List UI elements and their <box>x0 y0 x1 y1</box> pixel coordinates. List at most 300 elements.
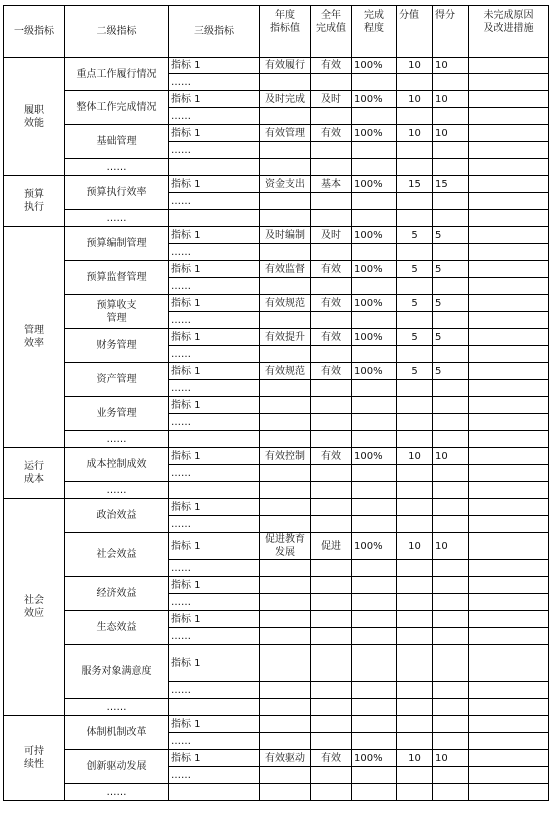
completion-cell <box>352 108 397 125</box>
reason-cell <box>469 329 549 346</box>
level3-cell: …… <box>169 278 260 295</box>
completion-cell <box>352 482 397 499</box>
reason-cell <box>469 142 549 159</box>
level3-cell: …… <box>169 733 260 750</box>
annual-completed-cell <box>311 682 352 699</box>
completion-cell <box>352 465 397 482</box>
annual-target-cell <box>260 733 311 750</box>
score-value-cell <box>397 414 433 431</box>
annual-completed-cell <box>311 159 352 176</box>
score-value-cell: 10 <box>397 750 433 767</box>
score-value-cell: 10 <box>397 58 433 74</box>
annual-completed-cell <box>311 784 352 801</box>
level2-indicator: 基础管理 <box>65 125 169 159</box>
score-earned-cell <box>433 244 469 261</box>
annual-target-cell: 有效履行 <box>260 58 311 74</box>
reason-cell <box>469 261 549 278</box>
reason-cell <box>469 244 549 261</box>
score-value-cell: 5 <box>397 227 433 244</box>
score-earned-cell <box>433 611 469 628</box>
level3-cell: …… <box>169 682 260 699</box>
score-earned-cell <box>433 431 469 448</box>
completion-cell <box>352 244 397 261</box>
completion-cell: 100% <box>352 295 397 312</box>
level2-indicator: 预算收支 管理 <box>65 295 169 329</box>
level3-cell: …… <box>169 465 260 482</box>
table-row <box>4 499 549 516</box>
level2-indicator: 服务对象满意度 <box>65 645 169 699</box>
header-level2: 二级指标 <box>65 6 169 58</box>
level2-indicator: …… <box>65 210 169 227</box>
annual-target-cell <box>260 465 311 482</box>
annual-completed-cell <box>311 716 352 733</box>
reason-cell <box>469 699 549 716</box>
completion-cell <box>352 594 397 611</box>
level2-indicator: …… <box>65 482 169 499</box>
level3-cell: 指标 1 <box>169 125 260 142</box>
annual-completed-cell <box>311 210 352 227</box>
reason-cell <box>469 176 549 193</box>
score-earned-cell <box>433 733 469 750</box>
annual-target-cell <box>260 278 311 295</box>
score-earned-cell: 10 <box>433 58 469 74</box>
reason-cell <box>469 482 549 499</box>
header-completion-degree: 完成 程度 <box>352 6 397 58</box>
score-value-cell: 10 <box>397 533 433 560</box>
completion-cell: 100% <box>352 448 397 465</box>
completion-cell: 100% <box>352 261 397 278</box>
annual-completed-cell <box>311 108 352 125</box>
table-row <box>4 329 549 346</box>
completion-cell <box>352 784 397 801</box>
level3-cell <box>169 784 260 801</box>
score-value-cell: 10 <box>397 448 433 465</box>
level3-cell: …… <box>169 312 260 329</box>
annual-completed-cell <box>311 380 352 397</box>
level3-cell: …… <box>169 108 260 125</box>
reason-cell <box>469 533 549 560</box>
score-value-cell <box>397 346 433 363</box>
completion-cell <box>352 193 397 210</box>
level3-cell: …… <box>169 380 260 397</box>
annual-target-cell <box>260 414 311 431</box>
completion-cell: 100% <box>352 227 397 244</box>
level3-cell: 指标 1 <box>169 611 260 628</box>
annual-target-cell <box>260 628 311 645</box>
completion-cell: 100% <box>352 363 397 380</box>
completion-cell <box>352 733 397 750</box>
level3-cell: …… <box>169 767 260 784</box>
level3-cell: 指标 1 <box>169 499 260 516</box>
completion-cell <box>352 516 397 533</box>
reason-cell <box>469 611 549 628</box>
table-row <box>4 125 549 142</box>
level3-cell: 指标 1 <box>169 363 260 380</box>
score-value-cell: 5 <box>397 363 433 380</box>
header-level1: 一级指标 <box>4 6 65 58</box>
reason-cell <box>469 159 549 176</box>
level1-indicator: 可持 续性 <box>4 716 65 801</box>
completion-cell: 100% <box>352 125 397 142</box>
reason-cell <box>469 346 549 363</box>
annual-completed-cell: 有效 <box>311 750 352 767</box>
score-earned-cell <box>433 560 469 577</box>
level3-cell: 指标 1 <box>169 58 260 74</box>
score-earned-cell <box>433 312 469 329</box>
score-earned-cell: 5 <box>433 363 469 380</box>
score-earned-cell <box>433 108 469 125</box>
score-earned-cell <box>433 577 469 594</box>
level1-indicator: 社会 效应 <box>4 499 65 716</box>
annual-completed-cell <box>311 465 352 482</box>
level2-indicator: 社会效益 <box>65 533 169 577</box>
annual-completed-cell: 有效 <box>311 363 352 380</box>
score-earned-cell <box>433 210 469 227</box>
level2-indicator: 预算监督管理 <box>65 261 169 295</box>
score-earned-cell <box>433 716 469 733</box>
score-earned-cell: 10 <box>433 125 469 142</box>
reason-cell <box>469 414 549 431</box>
annual-completed-cell <box>311 193 352 210</box>
score-earned-cell <box>433 682 469 699</box>
reason-cell <box>469 295 549 312</box>
annual-target-cell <box>260 682 311 699</box>
annual-completed-cell: 有效 <box>311 125 352 142</box>
annual-target-cell <box>260 312 311 329</box>
completion-cell <box>352 628 397 645</box>
score-value-cell <box>397 380 433 397</box>
level3-cell: 指标 1 <box>169 533 260 560</box>
reason-cell <box>469 628 549 645</box>
annual-target-cell <box>260 767 311 784</box>
annual-target-cell <box>260 716 311 733</box>
level2-indicator: 业务管理 <box>65 397 169 431</box>
annual-target-cell <box>260 784 311 801</box>
score-value-cell: 5 <box>397 261 433 278</box>
score-value-cell <box>397 682 433 699</box>
annual-target-cell <box>260 645 311 682</box>
reason-cell <box>469 577 549 594</box>
annual-completed-cell: 促进 <box>311 533 352 560</box>
annual-target-cell <box>260 244 311 261</box>
annual-target-cell: 及时完成 <box>260 91 311 108</box>
score-earned-cell: 10 <box>433 91 469 108</box>
level1-indicator: 运行 成本 <box>4 448 65 499</box>
annual-completed-cell <box>311 594 352 611</box>
score-value-cell <box>397 645 433 682</box>
level2-indicator: 创新驱动发展 <box>65 750 169 784</box>
score-value-cell <box>397 159 433 176</box>
reason-cell <box>469 380 549 397</box>
level3-cell <box>169 482 260 499</box>
completion-cell: 100% <box>352 329 397 346</box>
completion-cell <box>352 431 397 448</box>
annual-completed-cell: 有效 <box>311 448 352 465</box>
table-row <box>4 699 549 716</box>
level3-cell: 指标 1 <box>169 295 260 312</box>
annual-target-cell <box>260 346 311 363</box>
completion-cell <box>352 346 397 363</box>
table-body <box>4 58 549 801</box>
annual-completed-cell <box>311 611 352 628</box>
annual-target-cell <box>260 193 311 210</box>
level2-indicator: 财务管理 <box>65 329 169 363</box>
annual-target-cell: 有效监督 <box>260 261 311 278</box>
table-row <box>4 295 549 312</box>
score-value-cell <box>397 312 433 329</box>
completion-cell: 100% <box>352 750 397 767</box>
completion-cell <box>352 414 397 431</box>
score-value-cell: 5 <box>397 295 433 312</box>
level3-cell: …… <box>169 594 260 611</box>
level3-cell: …… <box>169 560 260 577</box>
reason-cell <box>469 227 549 244</box>
annual-target-cell <box>260 431 311 448</box>
reason-cell <box>469 431 549 448</box>
table-row <box>4 363 549 380</box>
score-value-cell <box>397 465 433 482</box>
score-value-cell: 5 <box>397 329 433 346</box>
score-earned-cell <box>433 278 469 295</box>
annual-target-cell: 有效规范 <box>260 295 311 312</box>
annual-completed-cell <box>311 560 352 577</box>
score-earned-cell: 10 <box>433 448 469 465</box>
reason-cell <box>469 733 549 750</box>
annual-completed-cell <box>311 699 352 716</box>
annual-target-cell: 有效提升 <box>260 329 311 346</box>
level2-indicator: 生态效益 <box>65 611 169 645</box>
header-level3: 三级指标 <box>169 6 260 58</box>
reason-cell <box>469 210 549 227</box>
completion-cell <box>352 397 397 414</box>
annual-target-cell: 有效驱动 <box>260 750 311 767</box>
score-earned-cell: 5 <box>433 295 469 312</box>
completion-cell <box>352 577 397 594</box>
annual-completed-cell <box>311 645 352 682</box>
annual-target-cell <box>260 516 311 533</box>
score-value-cell <box>397 767 433 784</box>
annual-target-cell <box>260 210 311 227</box>
score-earned-cell: 15 <box>433 176 469 193</box>
annual-completed-cell: 基本 <box>311 176 352 193</box>
reason-cell <box>469 58 549 74</box>
annual-completed-cell <box>311 278 352 295</box>
table-row <box>4 397 549 414</box>
annual-target-cell <box>260 108 311 125</box>
level3-cell: …… <box>169 244 260 261</box>
level3-cell: 指标 1 <box>169 397 260 414</box>
level3-cell: 指标 1 <box>169 577 260 594</box>
level2-indicator: …… <box>65 159 169 176</box>
reason-cell <box>469 516 549 533</box>
score-value-cell <box>397 733 433 750</box>
score-earned-cell <box>433 767 469 784</box>
header-annual-target: 年度 指标值 <box>260 6 311 58</box>
completion-cell <box>352 380 397 397</box>
table-row <box>4 716 549 733</box>
completion-cell <box>352 142 397 159</box>
annual-completed-cell <box>311 499 352 516</box>
level3-cell: …… <box>169 193 260 210</box>
level3-cell: …… <box>169 142 260 159</box>
table-row <box>4 448 549 465</box>
score-earned-cell <box>433 699 469 716</box>
level1-indicator: 履职 效能 <box>4 58 65 176</box>
table-row <box>4 577 549 594</box>
annual-completed-cell <box>311 312 352 329</box>
level2-indicator: …… <box>65 431 169 448</box>
level2-indicator: 政治效益 <box>65 499 169 533</box>
score-earned-cell <box>433 346 469 363</box>
completion-cell <box>352 278 397 295</box>
reason-cell <box>469 108 549 125</box>
table-row <box>4 482 549 499</box>
annual-target-cell <box>260 159 311 176</box>
reason-cell <box>469 278 549 295</box>
completion-cell <box>352 767 397 784</box>
annual-target-cell <box>260 560 311 577</box>
reason-cell <box>469 682 549 699</box>
level3-cell: …… <box>169 346 260 363</box>
level3-cell: …… <box>169 516 260 533</box>
reason-cell <box>469 363 549 380</box>
score-value-cell: 10 <box>397 125 433 142</box>
header-score-earned: 得分 <box>433 6 469 58</box>
annual-completed-cell <box>311 733 352 750</box>
reason-cell <box>469 465 549 482</box>
score-value-cell: 15 <box>397 176 433 193</box>
annual-target-cell: 及时编制 <box>260 227 311 244</box>
completion-cell <box>352 645 397 682</box>
completion-cell: 100% <box>352 176 397 193</box>
score-value-cell <box>397 628 433 645</box>
score-value-cell <box>397 611 433 628</box>
level3-cell: 指标 1 <box>169 716 260 733</box>
score-value-cell <box>397 516 433 533</box>
annual-target-cell <box>260 594 311 611</box>
header-reason-improvement: 未完成原因 及改进措施 <box>469 6 549 58</box>
annual-target-cell <box>260 380 311 397</box>
score-earned-cell <box>433 628 469 645</box>
table-row <box>4 210 549 227</box>
reason-cell <box>469 499 549 516</box>
reason-cell <box>469 91 549 108</box>
level3-cell <box>169 431 260 448</box>
score-value-cell <box>397 74 433 91</box>
level3-cell: 指标 1 <box>169 329 260 346</box>
completion-cell <box>352 159 397 176</box>
level3-cell <box>169 210 260 227</box>
score-earned-cell: 5 <box>433 261 469 278</box>
completion-cell: 100% <box>352 533 397 560</box>
score-earned-cell <box>433 74 469 91</box>
score-value-cell <box>397 594 433 611</box>
level3-cell: 指标 1 <box>169 448 260 465</box>
annual-target-cell: 促进教育 发展 <box>260 533 311 560</box>
level3-cell: 指标 1 <box>169 227 260 244</box>
completion-cell <box>352 716 397 733</box>
score-value-cell <box>397 108 433 125</box>
reason-cell <box>469 193 549 210</box>
annual-target-cell <box>260 577 311 594</box>
annual-completed-cell <box>311 516 352 533</box>
score-value-cell <box>397 210 433 227</box>
annual-completed-cell: 有效 <box>311 58 352 74</box>
score-earned-cell <box>433 645 469 682</box>
score-value-cell <box>397 784 433 801</box>
score-earned-cell: 5 <box>433 329 469 346</box>
completion-cell: 100% <box>352 91 397 108</box>
annual-completed-cell <box>311 397 352 414</box>
annual-completed-cell <box>311 628 352 645</box>
annual-completed-cell <box>311 431 352 448</box>
score-value-cell <box>397 142 433 159</box>
header-row <box>4 6 549 58</box>
score-earned-cell <box>433 499 469 516</box>
annual-completed-cell <box>311 767 352 784</box>
annual-completed-cell: 有效 <box>311 329 352 346</box>
reason-cell <box>469 397 549 414</box>
score-value-cell <box>397 278 433 295</box>
level3-cell: 指标 1 <box>169 645 260 682</box>
score-value-cell <box>397 431 433 448</box>
level2-indicator: 体制机制改革 <box>65 716 169 750</box>
completion-cell <box>352 682 397 699</box>
reason-cell <box>469 750 549 767</box>
table-row <box>4 645 549 682</box>
completion-cell <box>352 560 397 577</box>
level1-indicator: 预算 执行 <box>4 176 65 227</box>
reason-cell <box>469 716 549 733</box>
score-value-cell: 10 <box>397 91 433 108</box>
score-value-cell <box>397 716 433 733</box>
level3-cell: …… <box>169 74 260 91</box>
level3-cell <box>169 159 260 176</box>
level3-cell: 指标 1 <box>169 750 260 767</box>
completion-cell <box>352 611 397 628</box>
annual-target-cell: 资金支出 <box>260 176 311 193</box>
score-value-cell <box>397 560 433 577</box>
score-value-cell <box>397 482 433 499</box>
completion-cell <box>352 699 397 716</box>
reason-cell <box>469 125 549 142</box>
annual-target-cell: 有效管理 <box>260 125 311 142</box>
annual-target-cell: 有效控制 <box>260 448 311 465</box>
reason-cell <box>469 448 549 465</box>
performance-indicator-table <box>3 5 549 801</box>
table-row <box>4 431 549 448</box>
table-row <box>4 261 549 278</box>
level1-indicator: 管理 效率 <box>4 227 65 448</box>
table-row <box>4 784 549 801</box>
annual-completed-cell <box>311 482 352 499</box>
annual-completed-cell <box>311 74 352 91</box>
annual-target-cell <box>260 142 311 159</box>
score-earned-cell: 5 <box>433 227 469 244</box>
annual-target-cell <box>260 397 311 414</box>
table-row <box>4 533 549 560</box>
annual-completed-cell: 有效 <box>311 295 352 312</box>
reason-cell <box>469 784 549 801</box>
annual-target-cell <box>260 499 311 516</box>
completion-cell <box>352 210 397 227</box>
annual-completed-cell <box>311 346 352 363</box>
table-row <box>4 91 549 108</box>
reason-cell <box>469 312 549 329</box>
score-earned-cell <box>433 380 469 397</box>
score-earned-cell <box>433 784 469 801</box>
level2-indicator: 重点工作履行情况 <box>65 58 169 91</box>
